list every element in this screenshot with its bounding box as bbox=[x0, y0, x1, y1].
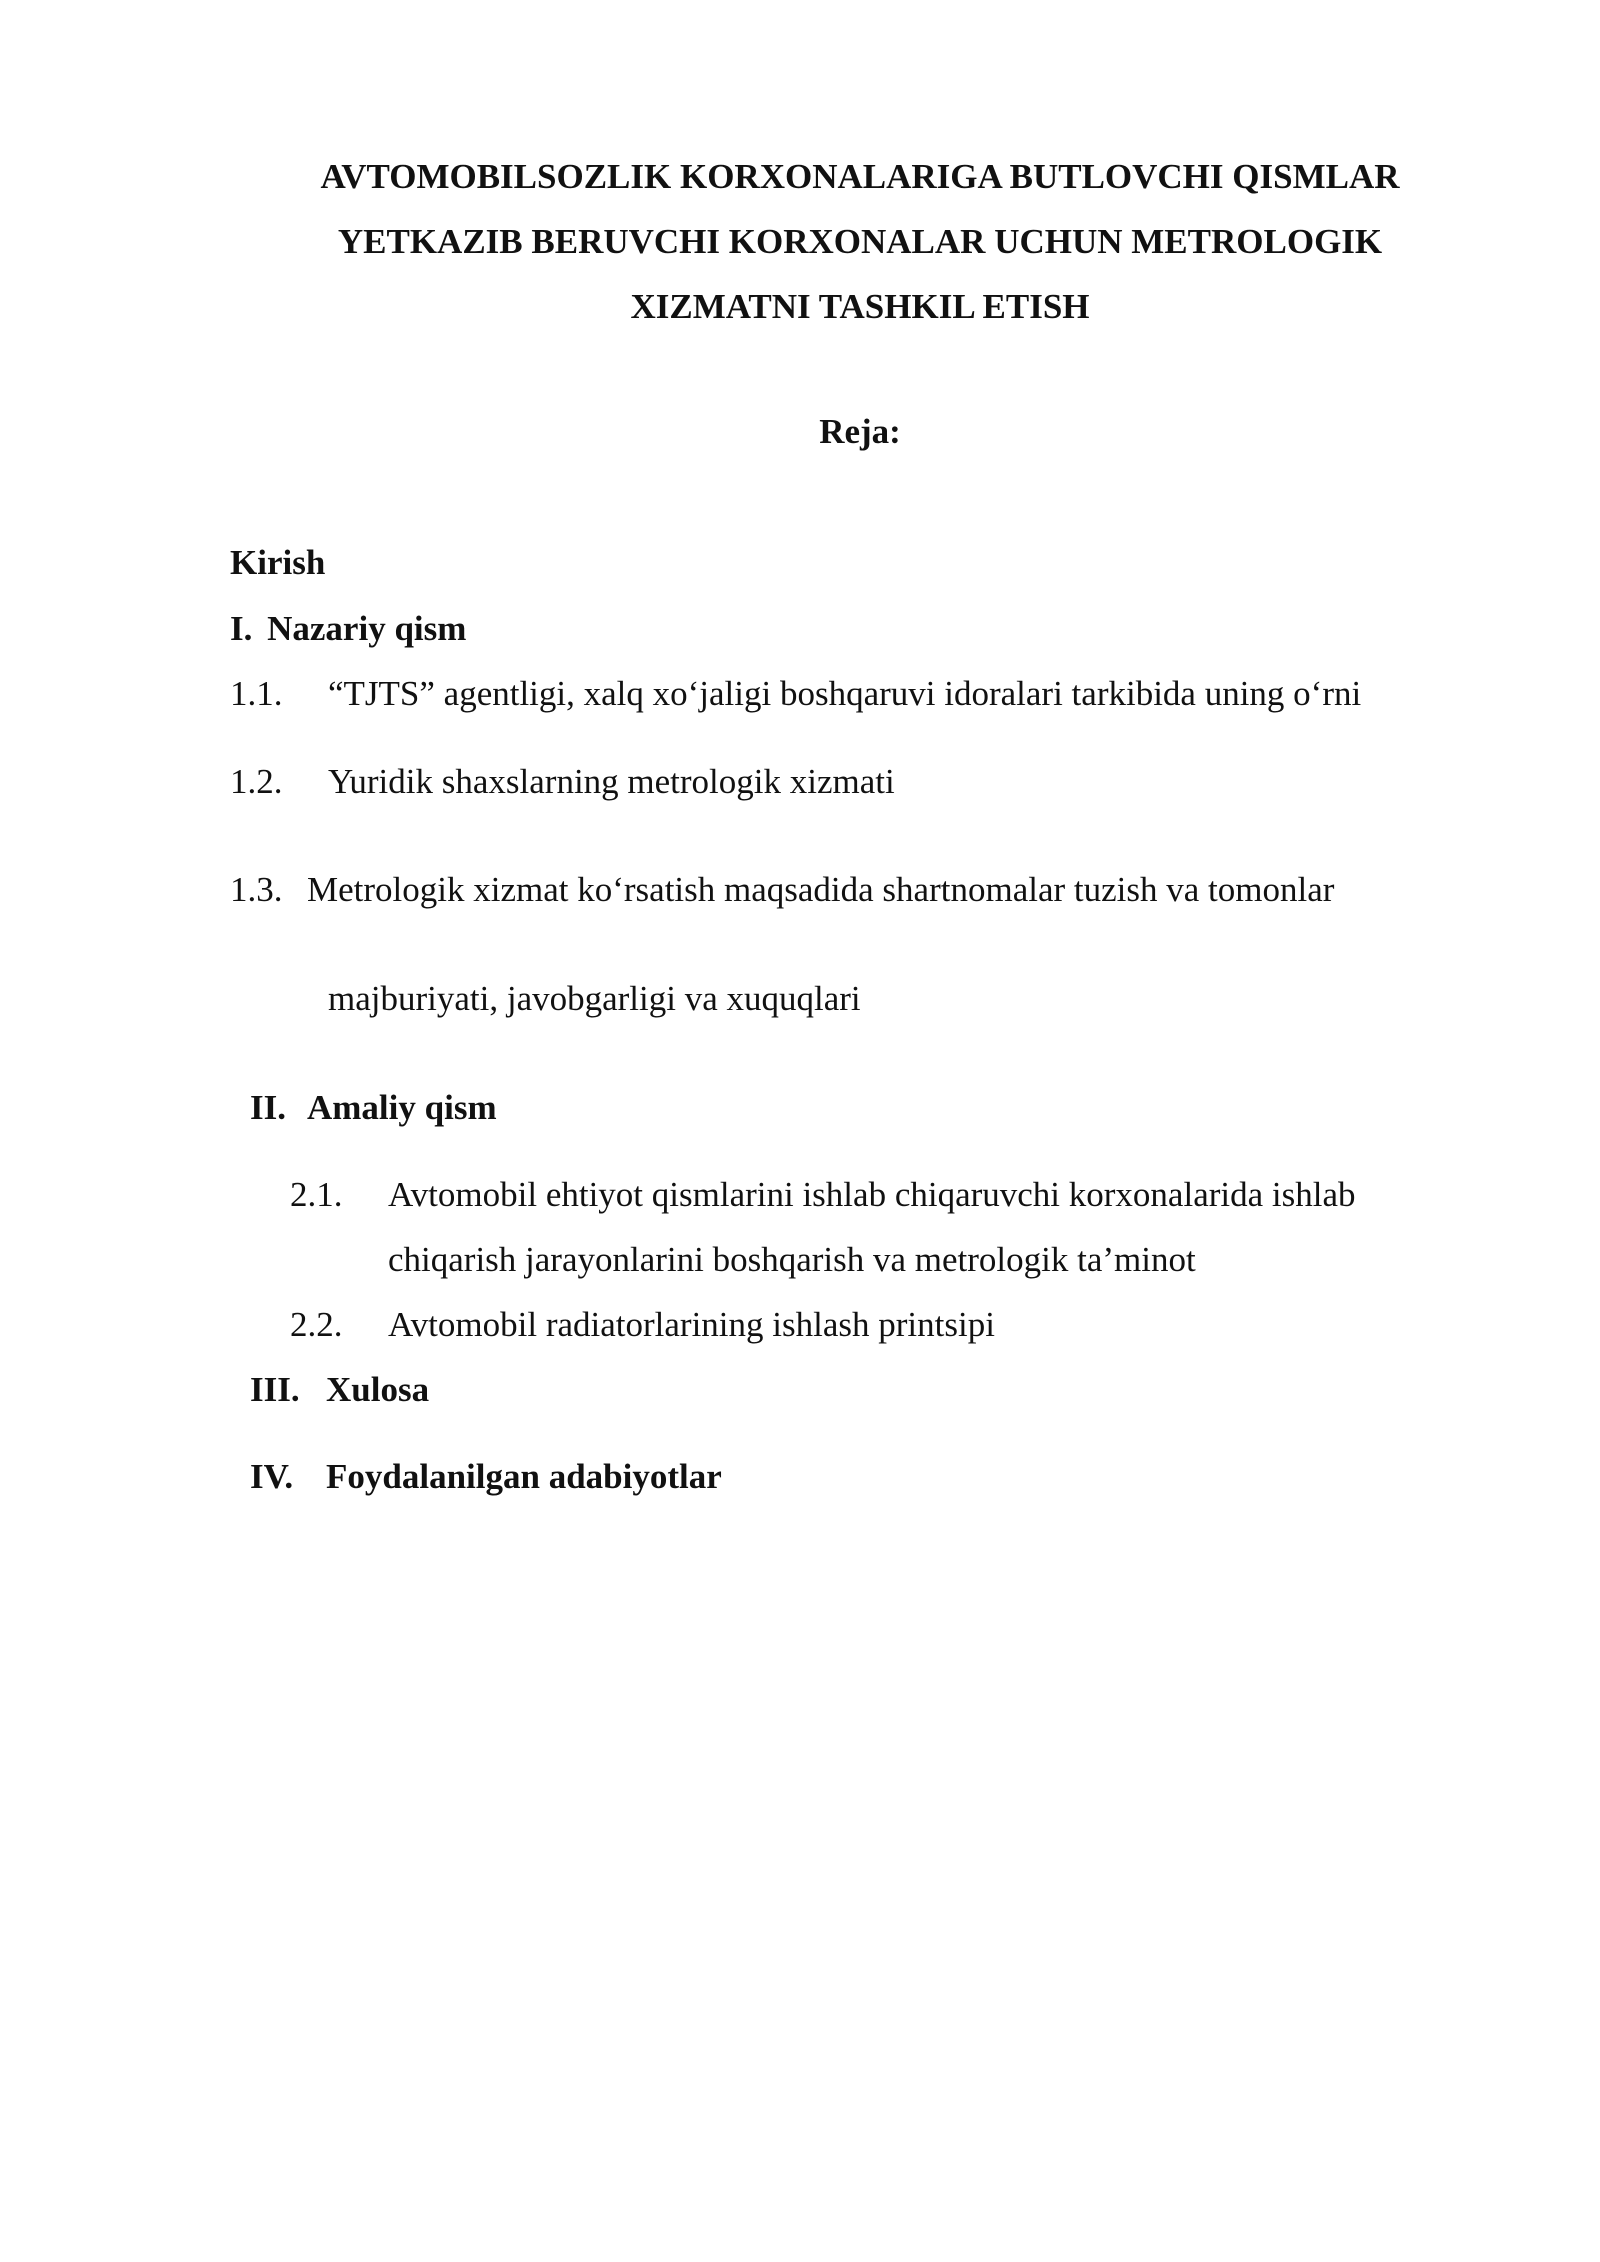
section-3-number: III. bbox=[250, 1370, 300, 1409]
section-4-title: Foydalanilgan adabiyotlar bbox=[326, 1457, 722, 1496]
title-line-3: XIZMATNI TASHKIL ETISH bbox=[630, 287, 1090, 326]
toc-item-1-2 bbox=[230, 762, 895, 802]
toc-item-1-3-continuation: majburiyati, javobgarligi va xuquqlari bbox=[328, 979, 861, 1018]
title-line-1: AVTOMOBILSOZLIK KORXONALARIGA BUTLOVCHI QISMLAR bbox=[320, 157, 1400, 196]
item-number: 1.2. bbox=[230, 762, 283, 801]
section-4-number: IV. bbox=[250, 1457, 294, 1496]
plan-heading: Reja: bbox=[819, 412, 901, 451]
item-number: 2.2. bbox=[290, 1305, 343, 1344]
section-2-title: Amaliy qism bbox=[307, 1088, 497, 1127]
document-title bbox=[230, 144, 1490, 339]
toc-item-1-3 bbox=[230, 870, 1334, 910]
toc-item-2-1-continuation: chiqarish jarayonlarini boshqarish va metrologik ta’minot bbox=[388, 1240, 1196, 1279]
toc-item-2-1 bbox=[290, 1175, 1356, 1215]
toc-item-2-2 bbox=[290, 1305, 995, 1345]
item-text: Avtomobil ehtiyot qismlarini ishlab chiqaruvchi korxonalarida ishlab bbox=[388, 1175, 1356, 1214]
item-text: Avtomobil radiatorlarining ishlash printsipi bbox=[388, 1305, 995, 1344]
section-3-heading bbox=[250, 1370, 429, 1410]
section-1-number: I. bbox=[230, 609, 253, 648]
toc-item-1-1 bbox=[230, 674, 1361, 714]
intro-heading: Kirish bbox=[230, 543, 326, 582]
item-text: Metrologik xizmat ko‘rsatish maqsadida shartnomalar tuzish va tomonlar bbox=[307, 870, 1335, 909]
section-2-heading bbox=[250, 1088, 497, 1128]
title-line-2: YETKAZIB BERUVCHI KORXONALAR UCHUN METROLOGIK bbox=[337, 222, 1383, 261]
section-1-heading bbox=[230, 609, 466, 649]
section-1-title: Nazariy qism bbox=[267, 609, 467, 648]
item-text: “TJTS” agentligi, xalq xo‘jaligi boshqaruvi idoralari tarkibida uning o‘rni bbox=[328, 674, 1362, 713]
item-text: Yuridik shaxslarning metrologik xizmati bbox=[328, 762, 895, 801]
item-number: 1.3. bbox=[230, 870, 283, 909]
section-4-heading bbox=[250, 1457, 722, 1497]
item-number: 2.1. bbox=[290, 1175, 343, 1214]
item-number: 1.1. bbox=[230, 674, 283, 713]
section-3-title: Xulosa bbox=[326, 1370, 430, 1409]
section-2-number: II. bbox=[250, 1088, 286, 1127]
